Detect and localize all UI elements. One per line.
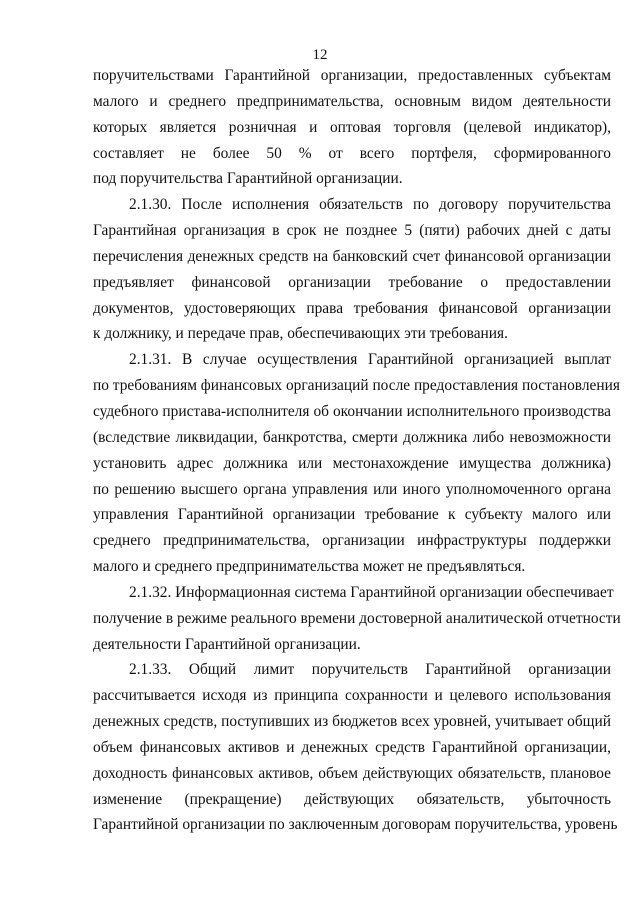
text-line: документов, удостоверяющих права требования финансовой организации [93, 299, 611, 317]
text-line: объем финансовых активов и денежных средств Гарантийной организации, [93, 738, 611, 756]
text-line: перечисления денежных средств на банковский счет финансовой организации [93, 247, 611, 265]
paragraph-2-1-30 [93, 192, 611, 347]
text-line: которых является розничная и оптовая торговля (целевой индикатор), [93, 118, 611, 136]
text-line: управления Гарантийной организации требование к субъекту малого или [93, 506, 611, 524]
text-line: деятельности Гарантийной организации. [93, 635, 361, 653]
text-line: 2.1.30. После исполнения обязательств по договору поручительства [129, 196, 611, 214]
text-line: 2.1.31. В случае осуществления Гарантийной организацией выплат [129, 351, 611, 369]
text-line: изменение (прекращение) действующих обязательств, убыточность [93, 790, 611, 808]
text-line: под поручительства Гарантийной организации. [93, 170, 403, 188]
text-line: по требованиям финансовых организаций после предоставления постановления [93, 377, 620, 395]
text-line: установить адрес должника или местонахождение имущества должника) [93, 454, 611, 472]
text-line: 2.1.33. Общий лимит поручительств Гарантийной организации [129, 661, 611, 679]
text-line: получение в режиме реального времени достоверной аналитической отчетности [93, 609, 621, 627]
paragraph-continuation [93, 63, 611, 192]
paragraph-2-1-31 [93, 347, 620, 580]
text-line: малого и среднего предпринимательства может не предъявляться. [93, 558, 526, 576]
text-line: предъявляет финансовой организации требование о предоставлении [93, 273, 611, 291]
text-line: малого и среднего предпринимательства, основным видом деятельности [93, 92, 611, 110]
text-line: судебного пристава-исполнителя об окончании исполнительного производства [93, 402, 611, 420]
text-line: среднего предпринимательства, организации инфраструктуры поддержки [93, 532, 611, 550]
paragraph-2-1-32 [93, 580, 621, 658]
text-line: 2.1.32. Информационная система Гарантийной организации обеспечивает [129, 583, 614, 601]
document-body [93, 63, 621, 838]
text-line: Гарантийная организация в срок не позднее 5 (пяти) рабочих дней с даты [93, 222, 611, 240]
text-line: рассчитывается исходя из принципа сохранности и целевого использования [93, 687, 611, 705]
paragraph-2-1-33 [93, 657, 618, 838]
text-line: (вследствие ликвидации, банкротства, смерти должника либо невозможности [93, 428, 611, 446]
page-number: 12 [312, 47, 328, 63]
text-line: доходность финансовых активов, объем действующих обязательств, плановое [93, 764, 611, 782]
text-line: Гарантийной организации по заключенным договорам поручительства, уровень [93, 816, 618, 834]
text-line: составляет не более 50 % от всего портфеля, сформированного [93, 144, 611, 162]
text-line: денежных средств, поступивших из бюджетов всех уровней, учитывает общий [93, 713, 611, 731]
text-line: поручительствами Гарантийной организации, предоставленных субъектам [93, 67, 611, 84]
text-line: по решению высшего органа управления или иного уполномоченного органа [93, 480, 611, 498]
text-line: к должнику, и передаче прав, обеспечивающих эти требования. [93, 325, 508, 343]
